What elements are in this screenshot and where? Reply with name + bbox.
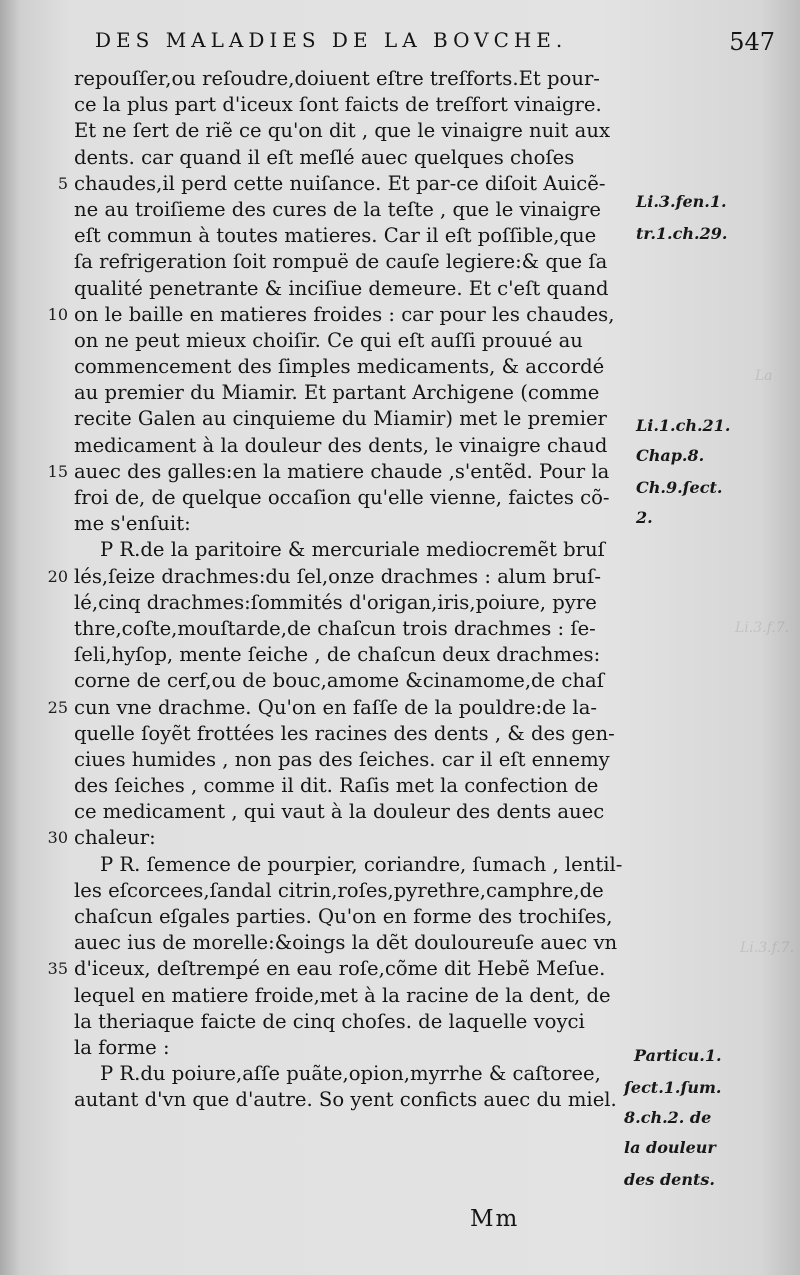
- text-line: [74, 249, 644, 275]
- line-text: des ſeiches , comme il dit. Raſis met la confection de: [74, 774, 599, 798]
- text-line: [47, 956, 644, 982]
- line-text: recite Galen au cinquieme du Miamir) met le premier: [74, 407, 607, 431]
- text-line: [74, 354, 644, 380]
- text-line: [74, 616, 644, 642]
- margin-note: la douleur: [624, 1138, 716, 1157]
- text-line: [74, 1035, 644, 1061]
- line-text: corne de cerf,ou de bouc,amome &cinamome,de chaſ: [74, 669, 604, 693]
- margin-note: ſect.1.ſum.: [624, 1078, 722, 1097]
- text-line: [74, 223, 644, 249]
- text-line: [74, 537, 644, 563]
- text-line: [74, 852, 644, 878]
- margin-note: 2.: [636, 508, 653, 527]
- page-header: [95, 28, 785, 68]
- line-text: quelle ſoyẽt frottées les racines des dents , & des gen-: [74, 721, 615, 745]
- line-number: 30: [47, 828, 68, 848]
- text-line: [74, 92, 644, 118]
- line-text: ce medicament , qui vaut à la douleur des dents auec: [74, 800, 605, 824]
- text-line: [74, 328, 644, 354]
- line-text: chaudes,il perd cette nuiſance. Et par-ce diſoit Auicẽ-: [74, 171, 606, 195]
- text-line: [57, 171, 644, 197]
- body-text: [47, 66, 644, 1114]
- text-line: [74, 485, 644, 511]
- line-text: ſeli,hyſop, mente ſeiche , de chaſcun deux drachmes:: [74, 643, 601, 667]
- line-text: thre,coſte,mouſtarde,de chaſcun trois drachmes : ſe-: [74, 616, 596, 640]
- margin-note: Li.3.fen.1.: [636, 192, 727, 211]
- line-text: lequel en matiere froide,met à la racine de la dent, de: [74, 983, 611, 1007]
- margin-note: Ch.9.ſect.: [636, 478, 723, 497]
- line-text: commencement des ſimples medicaments, & accordé: [74, 355, 605, 379]
- margin-note: 8.ch.2. de: [624, 1108, 712, 1127]
- line-text: P R. ſemence de pourpier, coriandre, ſumach , lentil-: [100, 852, 623, 876]
- line-number: 20: [47, 566, 68, 586]
- text-line: [74, 747, 644, 773]
- line-text: P R.de la paritoire & mercuriale mediocremẽt bruſ: [100, 538, 605, 562]
- text-line: [74, 276, 644, 302]
- line-text: dents. car quand il eſt meſlé auec quelques choſes: [74, 145, 575, 169]
- text-line: [74, 983, 644, 1009]
- line-text: d'iceux, deſtrempé en eau roſe,cõme dit Hebẽ Meſue.: [74, 957, 606, 981]
- show-through-text: Li.3.f.7.: [735, 620, 790, 636]
- line-text: autant d'vn que d'autre. So yent conficts auec du miel.: [74, 1088, 617, 1112]
- text-line: [74, 1009, 644, 1035]
- page-number: 547: [729, 28, 775, 56]
- text-line: [47, 695, 644, 721]
- text-line: [47, 564, 644, 590]
- line-text: auec des galles:en la matiere chaude ,s'entẽd. Pour la: [74, 459, 610, 483]
- margin-note: Chap.8.: [636, 446, 705, 465]
- line-text: chaſcun eſgales parties. Qu'on en forme des trochiſes,: [74, 905, 613, 928]
- line-text: Et ne ſert de riẽ ce qu'on dit , que le vinaigre nuit aux: [74, 119, 611, 143]
- line-text: auec ius de morelle:&oings la dẽt douloureuſe auec vn: [74, 931, 618, 955]
- text-line: [74, 380, 644, 406]
- text-line: [74, 590, 644, 616]
- text-line: [74, 668, 644, 694]
- text-line: [74, 66, 644, 92]
- text-line: [47, 302, 644, 328]
- text-line: [74, 406, 644, 432]
- margin-note: Particu.1.: [634, 1046, 722, 1065]
- text-line: [74, 433, 644, 459]
- line-number: 25: [47, 697, 68, 717]
- line-text: lés,ſeize drachmes:du ſel,onze drachmes : alum bruſ-: [74, 564, 601, 588]
- line-text: me s'enſuit:: [74, 512, 191, 536]
- line-number: 35: [47, 959, 68, 979]
- text-line: [74, 642, 644, 668]
- line-text: cun vne drachme. Qu'on en faſſe de la pouldre:de la-: [74, 695, 597, 719]
- text-line: [74, 799, 644, 825]
- line-text: on ne peut mieux choiſir. Ce qui eſt auſſi prouué au: [74, 328, 583, 352]
- line-text: froi de, de quelque occaſion qu'elle vienne, faictes cõ-: [74, 486, 610, 509]
- show-through-text: La: [755, 368, 773, 384]
- margin-note: Li.1.ch.21.: [636, 416, 731, 435]
- show-through-text: Li.3.f.7.: [740, 940, 795, 956]
- line-text: ne au troiſieme des cures de la teſte , que le vinaigre: [74, 197, 601, 221]
- line-text: lé,cinq drachmes:ſommités d'origan,iris,poiure, pyre: [74, 590, 597, 614]
- line-text: medicament à la douleur des dents, le vinaigre chaud: [74, 433, 608, 457]
- text-line: [47, 459, 644, 485]
- line-number: 15: [47, 461, 68, 481]
- text-line: [74, 904, 644, 930]
- line-text: eſt commun à toutes matieres. Car il eſt poſſible,que: [74, 224, 597, 248]
- text-line: [74, 1087, 644, 1113]
- text-line: [74, 721, 644, 747]
- line-text: ciues humides , non pas des ſeiches. car il eſt ennemy: [74, 747, 610, 771]
- line-text: les eſcorcees,ſandal citrin,roſes,pyrethre,camphre,de: [74, 878, 604, 902]
- text-line: [74, 930, 644, 956]
- line-text: ce la plus part d'iceux ſont faicts de treſfort vinaigre.: [74, 93, 602, 117]
- line-text: chaleur:: [74, 826, 156, 850]
- line-number: 10: [47, 304, 68, 324]
- line-number: 5: [57, 173, 68, 193]
- text-line: [74, 773, 644, 799]
- line-text: P R.du poiure,aſſe puãte,opion,myrrhe & caſtoree,: [100, 1062, 601, 1086]
- line-text: on le baille en matieres froides : car pour les chaudes,: [74, 302, 615, 326]
- line-text: la theriaque faicte de cinq choſes. de laquelle voyci: [74, 1009, 585, 1033]
- line-text: la forme :: [74, 1035, 170, 1059]
- line-text: au premier du Miamir. Et partant Archigene (comme: [74, 381, 600, 405]
- margin-note: des dents.: [624, 1170, 715, 1189]
- running-head: DES MALADIES DE LA BOVCHE.: [95, 28, 568, 52]
- text-line: [74, 878, 644, 904]
- text-line: [74, 511, 644, 537]
- text-line: [74, 1061, 644, 1087]
- signature-mark: Mm: [470, 1206, 520, 1232]
- text-line: [74, 118, 644, 144]
- line-text: ſa refrigeration ſoit rompuë de cauſe legiere:& que ſa: [74, 250, 608, 274]
- line-text: qualité penetrante & inciſiue demeure. Et c'eſt quand: [74, 276, 609, 300]
- line-text: repouſſer,ou reſoudre,doiuent eſtre treſforts.Et pour-: [74, 67, 600, 90]
- text-line: [74, 197, 644, 223]
- text-line: [74, 145, 644, 171]
- text-line: [47, 825, 644, 851]
- margin-note: tr.1.ch.29.: [636, 224, 728, 243]
